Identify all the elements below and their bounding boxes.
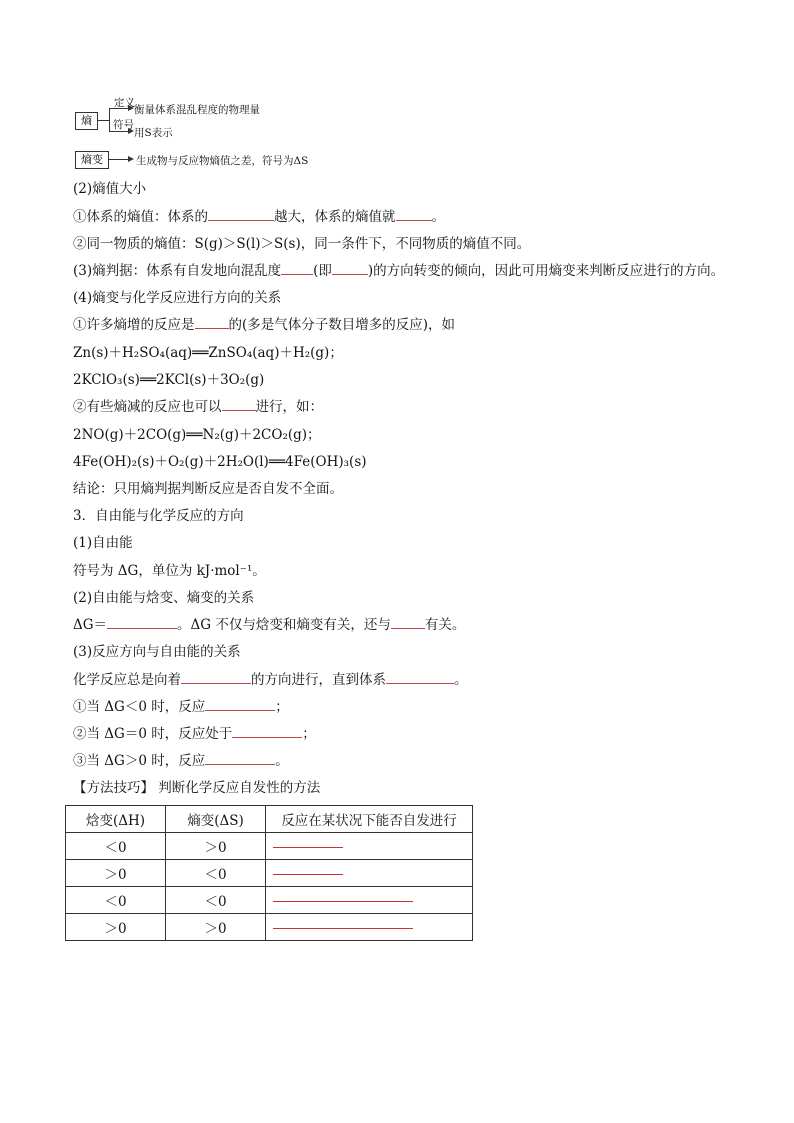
entropy-box: 熵 (75, 112, 98, 130)
fill-blank[interactable] (332, 262, 368, 275)
table-header-row (66, 806, 473, 833)
text-line: ①体系的熵值：体系的 越大，体系的熵值就 。 (73, 209, 445, 225)
fill-blank[interactable] (396, 208, 432, 221)
table-row (66, 833, 473, 860)
method-heading: 【方法技巧】 判断化学反应自发性的方法 (73, 780, 321, 796)
heading-reaction-direction: (3)反应方向与自由能的关系 (73, 644, 241, 660)
equation: Zn(s)＋H₂SO₄(aq)══ZnSO₄(aq)＋H₂(g)； (73, 345, 343, 361)
conclusion: 结论：只用熵判据判断反应是否自发不全面。 (73, 481, 343, 497)
answer-cell[interactable] (266, 914, 473, 941)
heading-free-energy: (1)自由能 (73, 535, 133, 551)
fill-blank[interactable] (181, 671, 251, 684)
symbol-text: 用S表示 (134, 127, 173, 139)
equation: 4Fe(OH)₂(s)＋O₂(g)＋2H₂O(l)══4Fe(OH)₃(s) (73, 454, 367, 470)
answer-cell[interactable] (266, 887, 473, 914)
heading-entropy-direction: (4)熵变与化学反应进行方向的关系 (73, 290, 282, 306)
text-line: 化学反应总是向着 的方向进行，直到体系 。 (73, 672, 468, 688)
fill-blank[interactable] (232, 725, 302, 738)
header-cell: 熵变(ΔS) (166, 806, 266, 833)
fill-blank[interactable] (208, 208, 274, 221)
text-line: ①许多熵增的反应是 的(多是气体分子数目增多的反应)，如 (73, 317, 456, 333)
fill-blank[interactable] (281, 262, 313, 275)
text-line: ③当 ΔG＞0 时，反应 。 (73, 753, 289, 769)
answer-cell[interactable] (266, 860, 473, 887)
heading-entropy-criterion: (3)熵判据：体系有自发地向混乱度 (即 )的方向转变的倾向，因此可用熵变来判断反应进行的方向。 (73, 263, 725, 279)
equation: 2NO(g)＋2CO(g)══N₂(g)＋2CO₂(g)； (73, 427, 321, 443)
table-cell: ＜0 (166, 887, 266, 914)
text-line: ②有些熵减的反应也可以 进行，如： (73, 399, 323, 415)
table-cell: ＜0 (66, 833, 166, 860)
fill-blank[interactable] (107, 616, 177, 629)
section-heading: 3．自由能与化学反应的方向 (73, 508, 244, 524)
table-cell: ＞0 (166, 833, 266, 860)
arrow-icon (128, 156, 134, 162)
heading-entropy-size: (2)熵值大小 (73, 181, 147, 197)
text-line: ΔG＝ 。ΔG 不仅与焓变和熵变有关，还与 有关。 (73, 617, 466, 633)
header-cell: 焓变(ΔH) (66, 806, 166, 833)
heading-free-energy-relation: (2)自由能与焓变、熵变的关系 (73, 590, 255, 606)
connector-line (97, 120, 109, 121)
table-row (66, 887, 473, 914)
table-cell: ＞0 (66, 914, 166, 941)
text-line: 符号为 ΔG，单位为 kJ·mol⁻¹。 (73, 563, 266, 579)
definition-text: 衡量体系混乱程度的物理量 (134, 104, 260, 116)
fill-blank[interactable] (205, 752, 275, 765)
table-cell: ＞0 (66, 860, 166, 887)
text-line: ①当 ΔG＜0 时，反应 ； (73, 699, 289, 715)
spontaneity-table (65, 805, 473, 941)
equation: 2KClO₃(s)══2KCl(s)＋3O₂(g) (73, 372, 265, 388)
entropy-change-text: 生成物与反应物熵值之差，符号为ΔS (136, 155, 309, 167)
table-cell: ＞0 (166, 914, 266, 941)
fill-blank[interactable] (195, 316, 229, 329)
symbol-label: 符号 (113, 119, 134, 131)
table-row (66, 914, 473, 941)
fill-blank[interactable] (205, 698, 275, 711)
connector-line (109, 108, 110, 131)
text-line: ②当 ΔG＝0 时，反应处于 ； (73, 726, 316, 742)
table-cell: ＜0 (166, 860, 266, 887)
table-row (66, 860, 473, 887)
fill-blank[interactable] (386, 671, 454, 684)
fill-blank[interactable] (222, 398, 256, 411)
text-line: ②同一物质的熵值：S(g)＞S(l)＞S(s)，同一条件下，不同物质的熵值不同。 (73, 236, 531, 252)
answer-cell[interactable] (266, 833, 473, 860)
fill-blank[interactable] (391, 616, 425, 629)
entropy-change-box: 熵变 (75, 151, 109, 169)
table-cell: ＜0 (66, 887, 166, 914)
definition-label: 定义 (114, 97, 135, 109)
header-cell: 反应在某状况下能否自发进行 (266, 806, 473, 833)
